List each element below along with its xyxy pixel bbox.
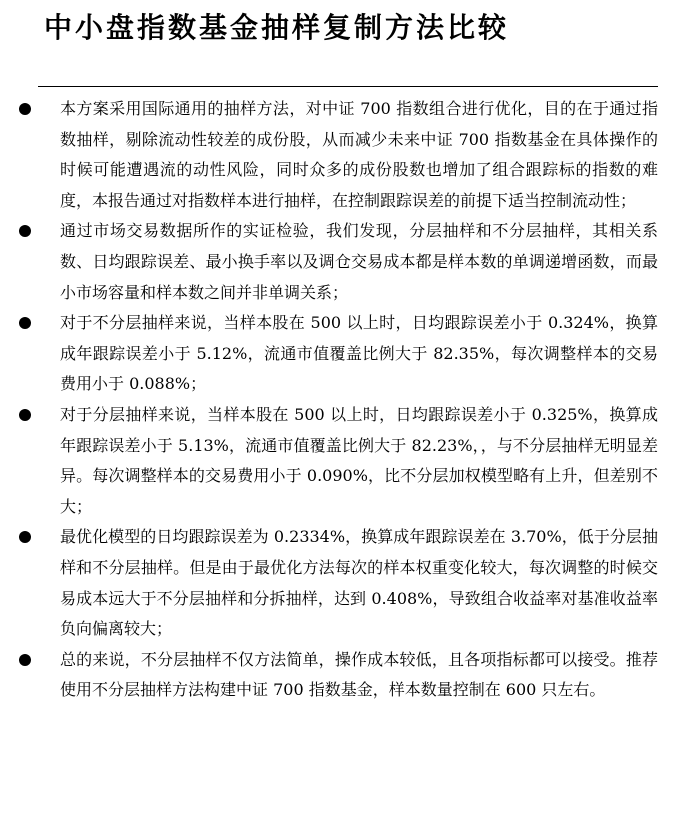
bullet-text: 总的来说，不分层抽样不仅方法简单，操作成本较低，且各项指标都可以接受。推荐使用不分层抽样方法构建中证 700 指数基金，样本数量控制在 600 只左右。 [60, 649, 658, 700]
bullet-text: 本方案采用国际通用的抽样方法，对中证 700 指数组合进行优化，目的在于通过指数抽样，剔除流动性较差的成份股，从而减少未来中证 700 指数基金在具体操作的时候可能遭遇流的动性风险，同时众多的成份股数也增加了组合跟踪标的指数的难度，本报告通过对指数样本进行抽样，在控制跟踪误差的前提下适当控制流动性； [60, 99, 658, 210]
bullet-dot-icon [19, 654, 31, 666]
bullet-text: 通过市场交易数据所作的实证检验，我们发现，分层抽样和不分层抽样，其相关系数、日均跟踪误差、最小换手率以及调仓交易成本都是样本数的单调递增函数，而最小市场容量和样本数之间并非单调关系； [60, 221, 658, 302]
bullet-dot-icon [19, 409, 31, 421]
page-title: 中小盘指数基金抽样复制方法比较 [44, 11, 510, 44]
bullet-item [0, 94, 658, 216]
bullet-dot-icon [19, 103, 31, 115]
bullet-dot-icon [19, 531, 31, 543]
bullet-list [0, 94, 697, 706]
title-divider [38, 86, 658, 87]
bullet-item [0, 216, 658, 308]
bullet-item [0, 522, 658, 644]
bullet-dot-icon [19, 317, 31, 329]
bullet-text: 对于不分层抽样来说，当样本股在 500 以上时，日均跟踪误差小于 0.324%，换算成年跟踪误差小于 5.12%，流通市值覆盖比例大于 82.35%，每次调整样本的交易费用小于 0.088%； [60, 313, 658, 394]
bullet-item [0, 308, 658, 400]
bullet-dot-icon [19, 225, 31, 237]
bullet-text: 对于分层抽样来说，当样本股在 500 以上时，日均跟踪误差小于 0.325%，换算成年跟踪误差小于 5.13%，流通市值覆盖比例大于 82.23%，，与不分层抽样无明显差异。每次调整样本的交易费用小于 0.090%，比不分层加权模型略有上升，但差别不大； [60, 404, 658, 516]
bullet-item [0, 645, 658, 706]
bullet-text: 最优化模型的日均跟踪误差为 0.2334%，换算成年跟踪误差在 3.70%，低于分层抽样和不分层抽样。但是由于最优化方法每次的样本权重变化较大，每次调整的时候交易成本远大于不分层抽样和分拆抽样，达到 0.408%，导致组合收益率对基准收益率负向偏离较大； [60, 527, 658, 639]
bullet-item [0, 400, 658, 522]
